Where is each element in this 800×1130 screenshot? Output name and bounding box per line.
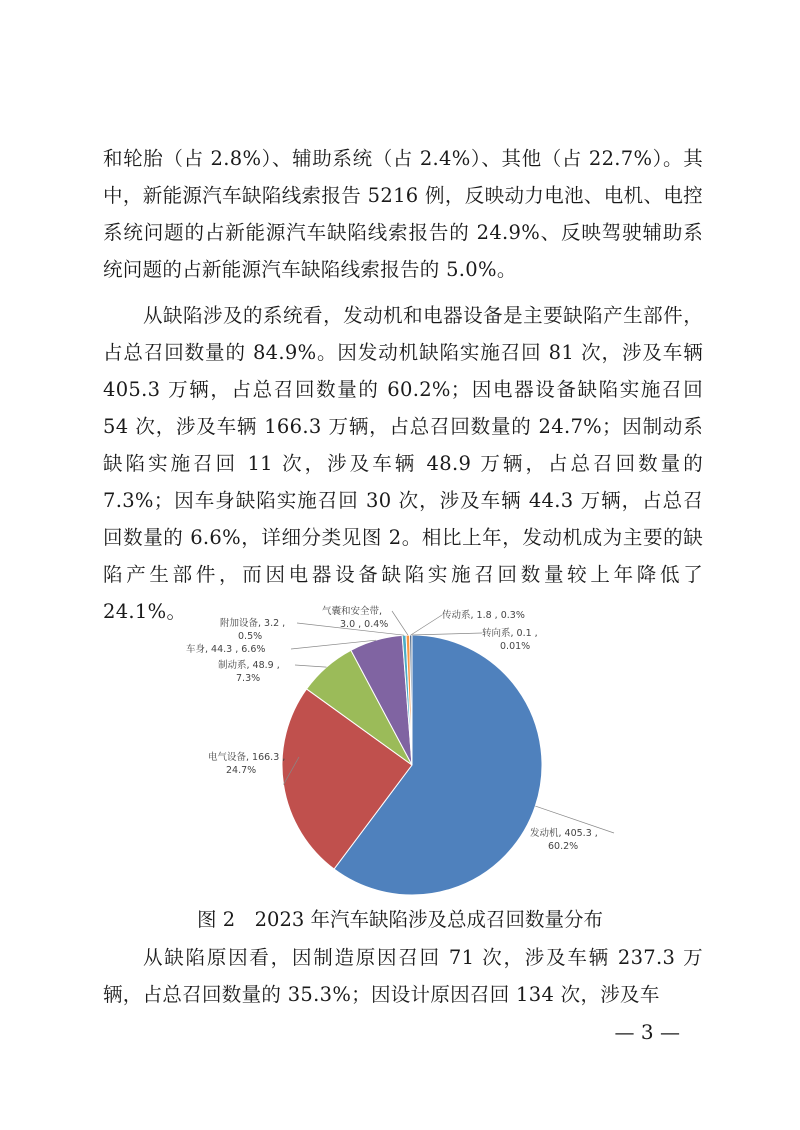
pie-label-7-1: 0.01%	[500, 641, 531, 652]
pie-label-5-1: 3.0 , 0.4%	[340, 619, 389, 630]
figure-caption: 图 2 2023 年汽车缺陷涉及总成召回数量分布	[197, 908, 603, 931]
paragraph-text: 和轮胎（占 2.8%）、辅助系统（占 2.4%）、其他（占 22.7%）。其中，新能源汽车缺陷线索报告 5216 例，反映动力电池、电机、电控系统问题的占新能源汽车缺陷线索报告的 24.9%、反映驾驶辅助系统问题的占新能源汽车缺陷线索报告的 5.0%。	[103, 147, 703, 281]
pie-label-3-0: 车身, 44.3 , 6.6%	[186, 644, 266, 655]
pie-label-1-0: 电气设备, 166.3 ,	[208, 752, 286, 763]
leader-line-2	[295, 665, 327, 667]
pie-label-0-0: 发动机, 405.3 ,	[530, 828, 598, 839]
pie-label-7-0: 转向系, 0.1 ,	[482, 628, 538, 639]
pie-label-5-0: 气囊和安全带,	[322, 606, 383, 617]
leader-line-5	[392, 611, 408, 635]
paragraph-defect-clues	[103, 140, 703, 288]
paragraph-defect-systems	[103, 297, 703, 630]
paragraph-text: 从缺陷涉及的系统看，发动机和电器设备是主要缺陷产生部件，占总召回数量的 84.9%。因发动机缺陷实施召回 81 次，涉及车辆 405.3 万辆，占总召回数量的 60.2%；因电器设备缺陷实施召回 54 次，涉及车辆 166.3 万辆，占总召回数量的 24.7%；因制动系缺陷实施召回 11 次，涉及车辆 48.9 万辆，占总召回数量的 7.3%；因车身缺陷实施召回 30 次，涉及车辆 44.3 万辆，占总召回数量的 6.6%，详细分类见图 2。相比上年，发动机成为主要的缺陷产生部件，而因电器设备缺陷实施召回数量较上年降低了 24.1%。	[103, 304, 703, 623]
paragraph-defect-causes	[103, 939, 703, 1013]
recall-distribution-pie-chart	[170, 600, 630, 900]
pie-label-1-1: 24.7%	[226, 765, 257, 776]
pie-label-4-1: 0.5%	[238, 631, 263, 642]
pie-label-2-1: 7.3%	[236, 673, 261, 684]
paragraph-text: 从缺陷原因看，因制造原因召回 71 次，涉及车辆 237.3 万辆，占总召回数量的 35.3%；因设计原因召回 134 次，涉及车	[103, 946, 703, 1006]
leader-line-7	[412, 633, 482, 635]
pie-label-4-0: 附加设备, 3.2 ,	[220, 618, 286, 629]
page-number: — 3 —	[614, 1020, 680, 1044]
pie-label-0-1: 60.2%	[548, 841, 579, 852]
pie-label-2-0: 制动系, 48.9 ,	[218, 660, 280, 671]
pie-label-6-0: 传动系, 1.8 , 0.3%	[442, 610, 525, 621]
pie-slices	[282, 635, 542, 895]
leader-line-6	[411, 615, 442, 635]
